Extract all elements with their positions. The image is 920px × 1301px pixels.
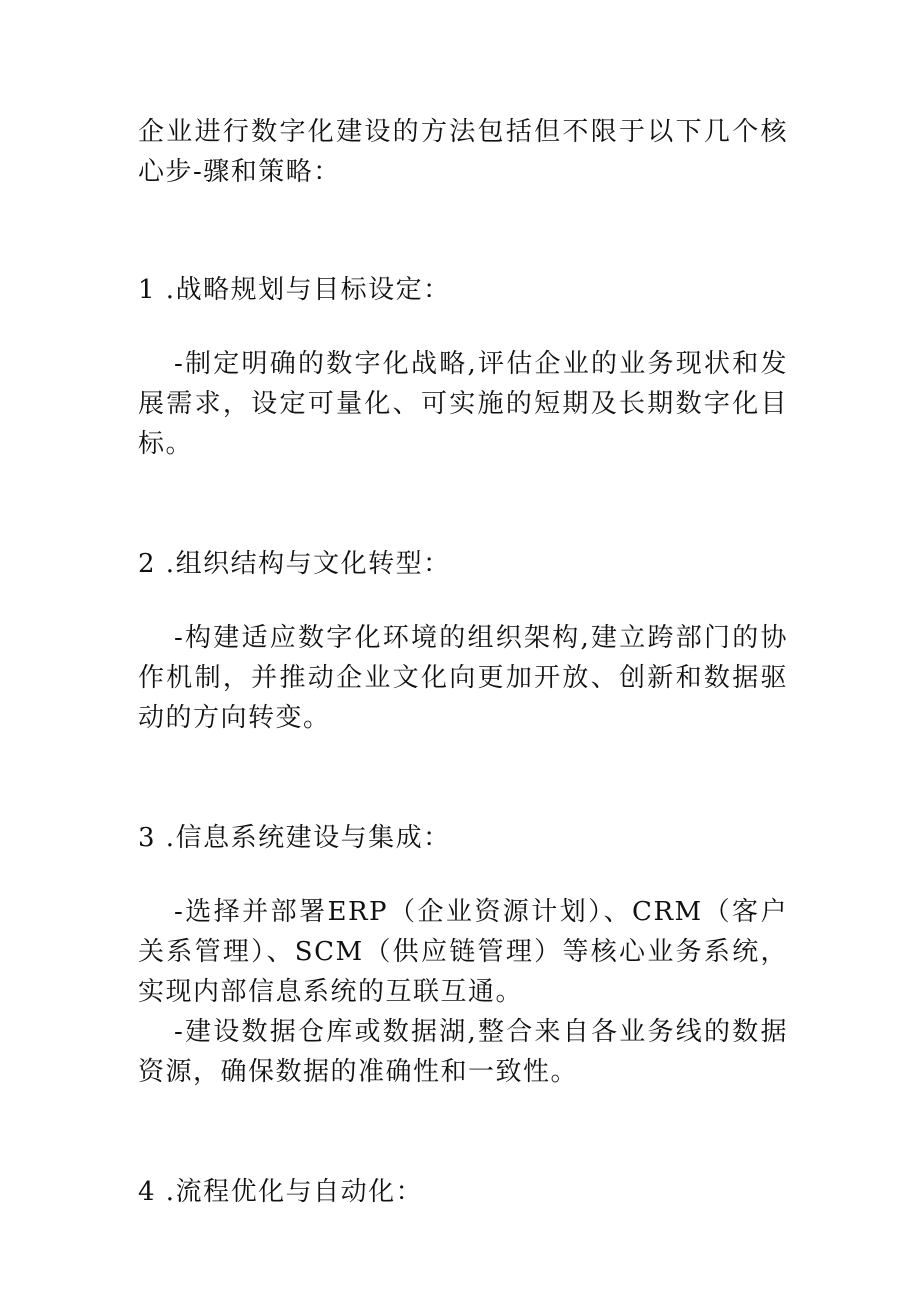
section-3-item-2: -建设数据仓库或数据湖,整合来自各业务线的数据资源，确保数据的准确性和一致性。 bbox=[138, 1017, 788, 1087]
section-heading-2: 2 .组织结构与文化转型： bbox=[138, 549, 451, 579]
section-3-item-1: -选择并部署ERP（企业资源计划）、CRM（客户关系管理）、SCM（供应链管理）等核心业务系统，实现内部信息系统的互联互通。 bbox=[138, 897, 788, 1007]
section-1-item-1: -制定明确的数字化战略,评估企业的业务现状和发展需求，设定可量化、可实施的短期及长期数字化目标。 bbox=[138, 349, 788, 459]
section-heading-4: 4 .流程优化与自动化： bbox=[138, 1177, 424, 1207]
intro-paragraph: 企业进行数字化建设的方法包括但不限于以下几个核心步-骤和策略： bbox=[138, 117, 788, 187]
section-heading-3: 3 .信息系统建设与集成： bbox=[138, 823, 451, 853]
section-heading-1: 1 .战略规划与目标设定： bbox=[138, 275, 451, 305]
section-2-item-1: -构建适应数字化环境的组织架构,建立跨部门的协作机制，并推动企业文化向更加开放、创新和数据驱动的方向转变。 bbox=[138, 623, 788, 733]
